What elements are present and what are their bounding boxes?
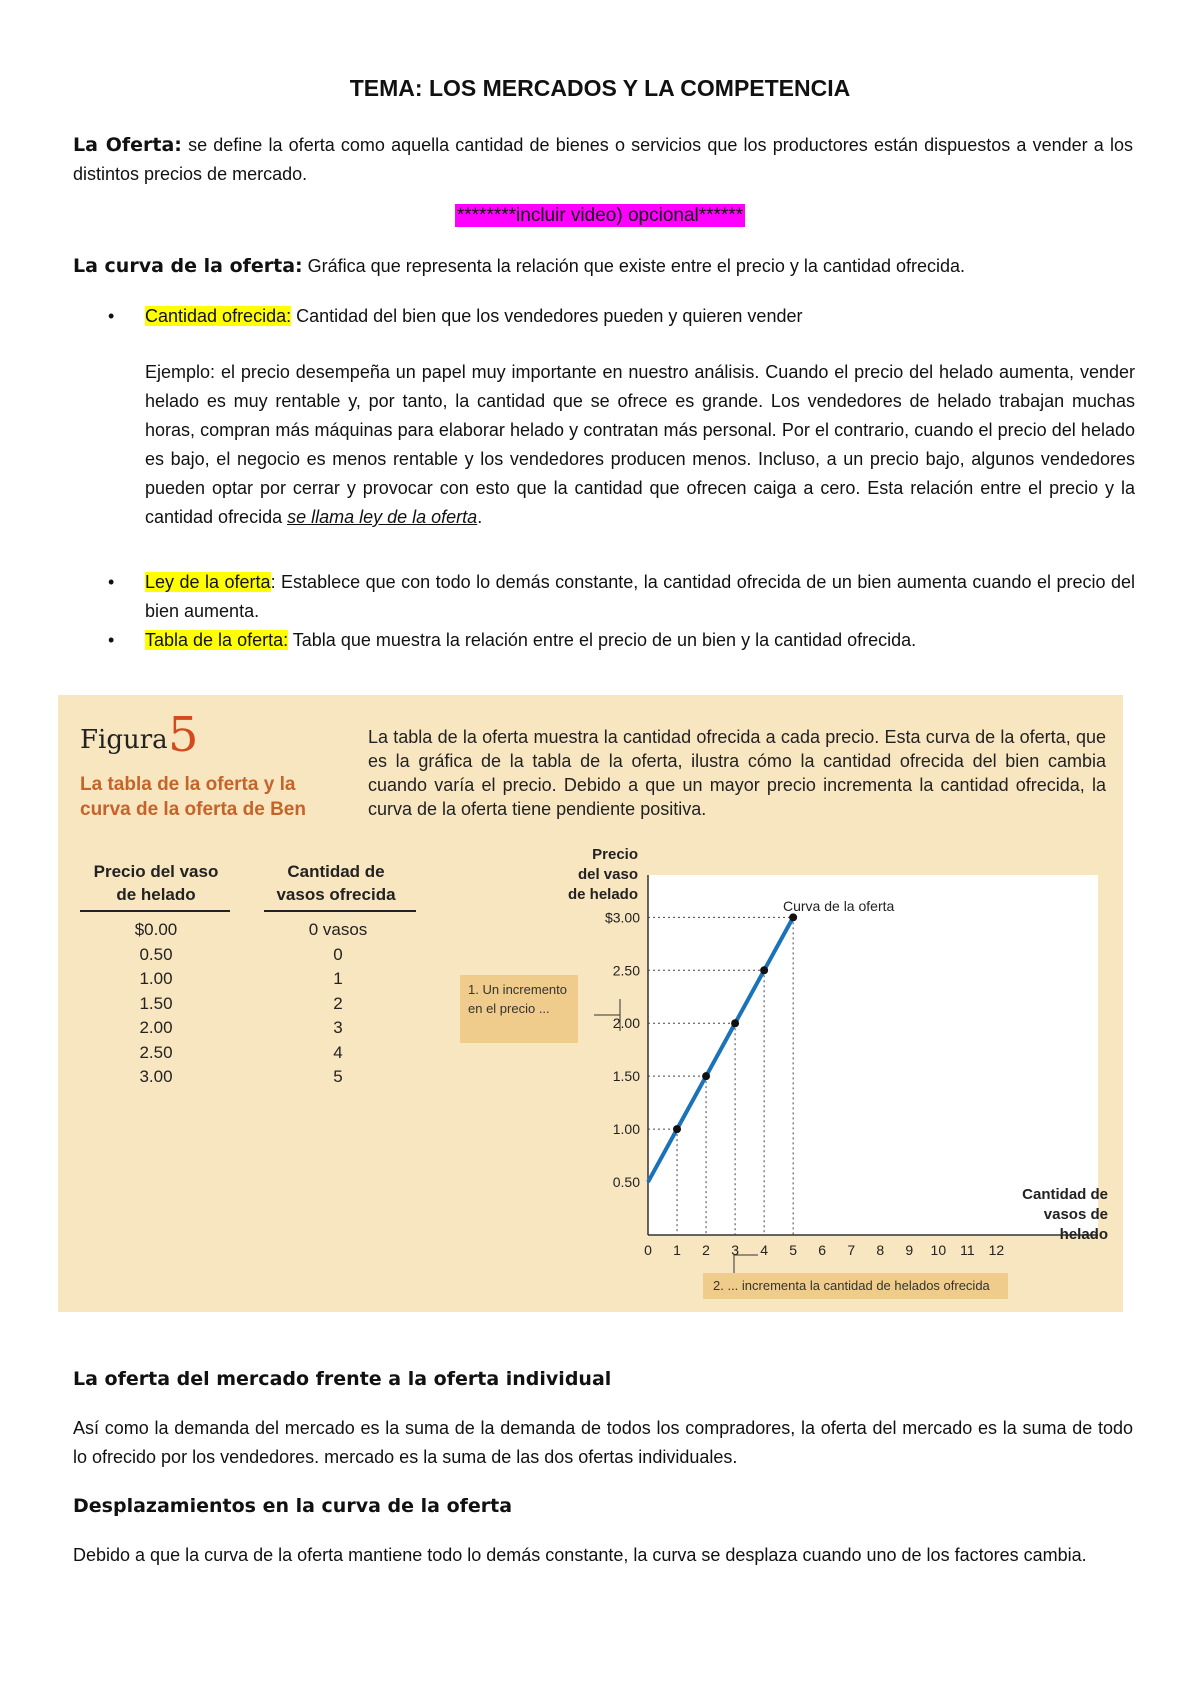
bullet-tabla-oferta — [145, 626, 1135, 655]
y-axis-label — [558, 845, 638, 905]
y-tick-label: 2.50 — [612, 962, 640, 979]
y-tick-label: $3.00 — [604, 909, 640, 926]
table-header-quantity-line1: Cantidad de — [287, 862, 385, 881]
table-quantity-cell: 5 — [333, 1067, 343, 1086]
cantidad-ofrecida-text: Cantidad del bien que los vendedores pueden y quieren vender — [291, 306, 803, 326]
x-tick-label: 7 — [847, 1242, 856, 1258]
x-axis-label-line2: vasos de helado — [1043, 1206, 1108, 1243]
table-quantity-cell: 3 — [333, 1018, 343, 1037]
callout-price-increase: 1. Un incremento en el precio ... — [460, 975, 578, 1043]
x-tick-label: 4 — [760, 1242, 769, 1258]
x-tick-label: 5 — [789, 1242, 798, 1258]
x-axis-label-line1: Cantidad de — [1022, 1186, 1108, 1203]
y-tick-label: 1.50 — [612, 1068, 640, 1085]
example-end: . — [477, 507, 483, 527]
supply-point — [760, 966, 768, 974]
x-axis-label — [993, 1185, 1108, 1245]
bullet-cantidad-ofrecida — [145, 302, 1135, 331]
curva-definition — [73, 252, 1153, 281]
table-price-cell: 2.00 — [139, 1018, 173, 1037]
x-tick-label: 11 — [960, 1242, 975, 1258]
y-tick-label: 0.50 — [612, 1174, 640, 1191]
figure-5 — [58, 695, 1123, 1312]
table-price-cell: 2.50 — [139, 1042, 173, 1062]
supply-chart — [58, 695, 1123, 1312]
bullet-dot-1: • — [108, 306, 115, 326]
curve-label: Curva de la oferta — [783, 898, 895, 914]
y-tick-label: 1.00 — [612, 1121, 640, 1138]
ley-oferta-term: Ley de la oferta — [145, 572, 271, 592]
supply-point — [731, 1019, 739, 1027]
y-axis-label-line3: de helado — [567, 886, 638, 903]
y-axis-label-line1: Precio — [592, 846, 638, 863]
y-tick-label: 2.00 — [612, 1015, 640, 1032]
table-quantity-cell: 0 — [333, 944, 343, 964]
y-tick-labels — [605, 909, 640, 1190]
x-tick-label: 12 — [988, 1242, 1005, 1258]
market-text: Así como la demanda del mercado es la suma de la demanda de todos los compradores, la oferta del mercado es la suma de todo lo ofrecido por los vendedores. mercado es la suma de las dos ofertas individuales. — [73, 1418, 1133, 1467]
table-price-cell: $0.00 — [134, 920, 178, 939]
figure-number: 5 — [168, 707, 199, 763]
shifts-text: Debido a que la curva de la oferta mantiene todo lo demás constante, la curva se desplaza cuando uno de los factores cambia. — [73, 1545, 1087, 1565]
cantidad-ofrecida-term: Cantidad ofrecida: — [145, 306, 292, 326]
tabla-oferta-term: Tabla de la oferta: — [145, 630, 289, 650]
curva-text: Gráfica que representa la relación que existe entre el precio y la cantidad ofrecida. — [302, 256, 966, 276]
x-tick-label: 2 — [702, 1242, 710, 1258]
bullet-dot-2: • — [108, 572, 115, 592]
y-axis-label-line2: del vaso — [577, 866, 638, 883]
table-price-cell: 1.50 — [139, 993, 173, 1013]
tabla-oferta-text: Tabla que muestra la relación entre el precio de un bien y la cantidad ofrecida. — [288, 630, 917, 650]
x-tick-label: 1 — [673, 1242, 681, 1258]
example-paragraph — [145, 358, 1135, 532]
x-tick-label: 9 — [905, 1242, 914, 1258]
table-quantity-cell: 0 vasos — [308, 920, 368, 939]
ley-oferta-text: : Establece que con todo lo demás constante, la cantidad ofrecida de un bien aumenta cuando el precio del bien aumenta. — [145, 572, 1135, 621]
page-title: TEMA: LOS MERCADOS Y LA COMPETENCIA — [349, 75, 851, 101]
x-tick-label: 6 — [818, 1242, 827, 1258]
table-price-cell: 3.00 — [139, 1067, 173, 1086]
oferta-definition — [73, 131, 1133, 189]
supply-point — [702, 1072, 710, 1080]
table-header-price-line1: Precio del vaso — [93, 862, 219, 881]
x-tick-label: 0 — [644, 1242, 652, 1258]
ley-oferta-link[interactable]: se llama ley de la oferta — [287, 507, 478, 527]
figure-word: Figura — [80, 725, 168, 755]
bullet-dot-3: • — [108, 630, 115, 650]
table-price-cell: 0.50 — [139, 944, 173, 964]
video-note — [0, 205, 1200, 227]
table-quantity-cell: 4 — [333, 1042, 343, 1062]
table-price-cell: 1.00 — [139, 969, 173, 988]
supply-point — [673, 1125, 681, 1133]
table-header-quantity-line2: vasos ofrecida — [276, 885, 396, 904]
supply-point — [789, 913, 797, 921]
x-tick-label: 10 — [930, 1242, 947, 1258]
figure-subtitle: La tabla de la oferta y la curva de la oferta de Ben — [80, 774, 306, 820]
table-quantity-cell: 2 — [333, 993, 343, 1013]
example-main: Ejemplo: el precio desempeña un papel muy importante en nuestro análisis. Cuando el precio del helado aumenta, vender helado es muy rentable y, por tanto, la cantidad que se ofrece es grande. Los vendedores de helado trabajan muchas horas, compran más máquinas para elaborar helado y contratan más personal. Por el contrario, cuando el precio del helado es bajo, el negocio es menos rentable y los vendedores producen menos. Incluso, a un precio bajo, algunos vendedores pueden optar por cerrar y provocar con esto que la cantidad que ofrecen caiga a cero. Esta relación entre el precio y la cantidad ofrecida — [145, 362, 1135, 527]
shifts-heading: Desplazamientos en la curva de la oferta — [73, 1495, 513, 1517]
figure-caption: La tabla de la oferta muestra la cantidad ofrecida a cada precio. Esta curva de la oferta, que es la gráfica de la tabla de la oferta, ilustra cómo la cantidad ofrecida del bien cambia cuando varía el precio. Debido a que un mayor precio incrementa la cantidad ofrecida, la curva de la oferta tiene pendiente positiva. — [368, 727, 1106, 819]
oferta-text: se define la oferta como aquella cantidad de bienes o servicios que los productores están dispuestos a vender a los distintos precios de mercado. — [73, 135, 1133, 184]
x-tick-labels — [644, 1242, 1004, 1258]
table-quantity-cell: 1 — [333, 969, 343, 988]
x-tick-label: 8 — [876, 1242, 885, 1258]
table-header-price-line2: de helado — [116, 885, 196, 904]
curva-term: La curva de la oferta: — [73, 255, 303, 277]
oferta-term: La Oferta: — [73, 134, 182, 156]
x-tick-label: 3 — [731, 1242, 739, 1258]
video-note-text: ********incluir video) opcional****** — [456, 205, 744, 226]
bullet-ley-oferta — [145, 568, 1135, 626]
market-heading: La oferta del mercado frente a la oferta individual — [73, 1368, 612, 1390]
callout-quantity-increase: 2. ... incrementa la cantidad de helados ofrecida — [703, 1273, 1008, 1299]
